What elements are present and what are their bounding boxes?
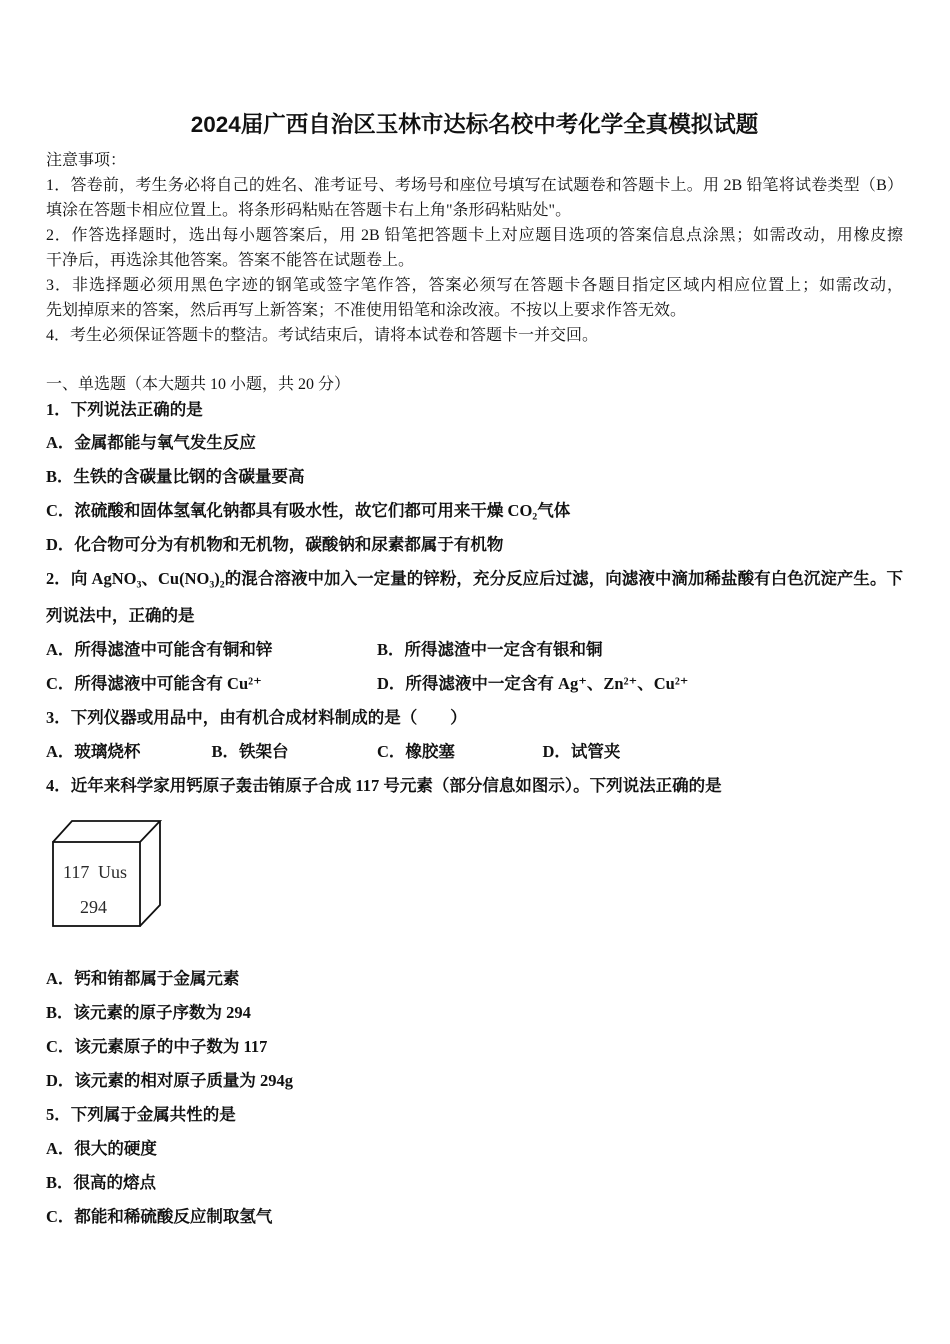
questions-list — [46, 397, 903, 1234]
notices-heading: 注意事项： — [46, 152, 127, 169]
notice-item-2 — [46, 223, 903, 273]
option-c: C．浓硫酸和固体氢氧化钠都具有吸水性，故它们都可用来干燥 CO₂气体 — [46, 501, 571, 520]
notice-line: 填涂在答题卡相应位置上。将条形码粘贴在答题卡右上角"条形码粘贴处"。 — [46, 202, 572, 219]
cube-side-face — [140, 821, 160, 926]
option-a: A．很大的硬度 — [46, 1139, 157, 1158]
question-2 — [46, 562, 903, 701]
cube-top-face — [53, 821, 160, 842]
option-a: A．金属都能与氧气发生反应 — [46, 433, 256, 452]
notice-line: 先划掉原来的答案，然后再写上新答案；不准使用铅笔和涂改液。不按以上要求作答无效。 — [46, 302, 687, 319]
element-relative-atomic-mass: 294 — [80, 897, 107, 917]
option-b: B．生铁的含碳量比钢的含碳量要高 — [46, 467, 305, 486]
option-c: C．都能和稀硫酸反应制取氢气 — [46, 1207, 273, 1226]
option-d: D．试管夹 — [542, 742, 621, 761]
options-row — [46, 735, 903, 769]
question-5 — [46, 1098, 903, 1234]
question-3 — [46, 701, 903, 769]
notice-line: 干净后，再选涂其他答案。答案不能答在试题卷上。 — [46, 252, 415, 269]
section-heading: 一、单选题（本大题共 10 小题，共 20 分） — [46, 376, 351, 393]
option-b: B．很高的熔点 — [46, 1173, 157, 1192]
option-d: D．所得滤液中一定含有 Ag⁺、Zn²⁺、Cu²⁺ — [377, 674, 689, 693]
question-stem: 1．下列说法正确的是 — [46, 400, 203, 419]
notice-item-1 — [46, 173, 903, 223]
notice-line: 1．答卷前，考生务必将自己的姓名、准考证号、考场号和座位号填写在试题卷和答题卡上。用 2B 铅笔将试卷类型（B） — [46, 177, 903, 194]
notice-line: 2．作答选择题时，选出每小题答案后，用 2B 铅笔把答题卡上对应题目选项的答案信息点涂黑；如需改动，用橡皮擦 — [46, 227, 903, 244]
question-stem: 2．向 AgNO₃、Cu(NO₃)₂的混合溶液中加入一定量的锌粉，充分反应后过滤，向滤液中滴加稀盐酸有白色沉淀产生。下 — [46, 569, 903, 588]
question-1 — [46, 397, 903, 562]
option-d: D．化合物可分为有机物和无机物，碳酸钠和尿素都属于有机物 — [46, 535, 504, 554]
option-c: C．橡胶塞 — [377, 742, 455, 761]
option-a: A．钙和铕都属于金属元素 — [46, 969, 240, 988]
option-a: A．玻璃烧杯 — [46, 742, 141, 761]
question-stem: 5．下列属于金属共性的是 — [46, 1105, 236, 1124]
element-symbol: Uus — [98, 862, 128, 882]
exam-title: 2024届广西自治区玉林市达标名校中考化学全真模拟试题 — [190, 112, 759, 137]
notice-line: 3．非选择题必须用黑色字迹的钢笔或签字笔作答，答案必须写在答题卡各题目指定区域内相应位置上；如需改动， — [46, 277, 903, 294]
option-c: C．该元素原子的中子数为 117 — [46, 1037, 268, 1056]
notice-item-4 — [46, 323, 903, 348]
question-stem: 4．近年来科学家用钙原子轰击铕原子合成 117 号元素（部分信息如图示）。下列说法正确的是 — [46, 776, 722, 795]
option-b: B．所得滤渣中一定含有银和铜 — [377, 640, 603, 659]
notice-line: 4．考生必须保证答题卡的整洁。考试结束后，请将本试卷和答题卡一并交回。 — [46, 327, 599, 344]
question-stem-continued: 列说法中，正确的是 — [46, 606, 195, 625]
element-info-figure — [50, 819, 164, 931]
notice-item-3 — [46, 273, 903, 323]
element-cube-diagram — [50, 819, 164, 931]
option-c: C．所得滤液中可能含有 Cu²⁺ — [46, 674, 262, 693]
option-b: B．铁架台 — [211, 742, 289, 761]
option-d: D．该元素的相对原子质量为 294g — [46, 1071, 294, 1090]
option-b: B．该元素的原子序数为 294 — [46, 1003, 251, 1022]
option-a: A．所得滤渣中可能含有铜和锌 — [46, 640, 273, 659]
question-4 — [46, 769, 903, 1098]
notices — [46, 148, 903, 348]
element-atomic-number: 117 — [63, 862, 90, 882]
page-content — [46, 110, 903, 1234]
options-row — [46, 667, 903, 701]
options-row — [46, 633, 903, 667]
question-stem: 3．下列仪器或用品中，由有机合成材料制成的是（ ） — [46, 708, 467, 727]
